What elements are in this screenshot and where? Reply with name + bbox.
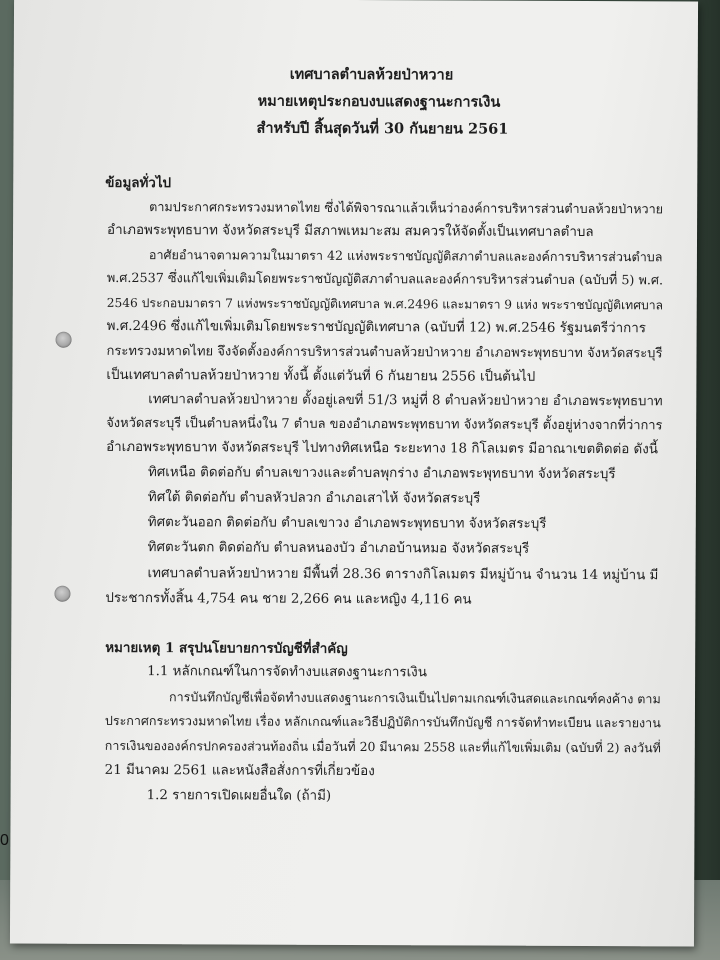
general-line: ประชากรทั้งสิ้น 4,754 คน ชาย 2,266 คน และหญิง 4,116 คน <box>105 590 472 608</box>
general-line: อำเภอพระพุทธบาท จังหวัดสระบุรี ไปทางทิศเหนือ ระยะทาง 18 กิโลเมตร มีอาณาเขตติดต่อ ดังนี้ <box>106 439 658 458</box>
general-line: เทศบาลตำบลห้วยป่าหวาย ตั้งอยู่เลขที่ 51/3 หมู่ที่ 8 ตำบลห้วยป่าหวาย อำเภอพระพุทธบาท <box>148 392 663 410</box>
punch-hole-top <box>56 332 72 348</box>
note1-line: ประกาศกระทรวงมหาดไทย เรื่อง หลักเกณฑ์และวิธีปฏิบัติการบันทึกบัญชี การจัดทำทะเบียน และรายงาน <box>104 712 661 731</box>
general-line: อาศัยอำนาจตามความในมาตรา 42 แห่งพระราชบัญญัติสภาตำบลและองค์การบริหารส่วนตำบล <box>148 247 663 265</box>
general-line: จังหวัดสระบุรี เป็นตำบลหนึ่งใน 7 ตำบล ของอำเภอพระพุทธบาท จังหวัดสระบุรี ตั้งอยู่ห่างจากที่ว่าการ <box>106 415 663 434</box>
doc-title-period: สำหรับปี สิ้นสุดวันที่ 30 กันยายน 2561 <box>256 119 509 138</box>
note1-subheading-2: 1.2 รายการเปิดเผยอื่นใด (ถ้ามี) <box>146 788 332 804</box>
general-line: พ.ศ.2496 ซึ่งแก้ไขเพิ่มเติมโดยพระราชบัญญัติเทศบาล (ฉบับที่ 12) พ.ศ.2546 รัฐมนตรีว่าการ <box>106 318 647 337</box>
edge-page-number: 0 <box>0 832 9 849</box>
boundary-line: ทิศใต้ ติดต่อกับ ตำบลหัวปลวก อำเภอเสาไห้ จังหวัดสระบุรี <box>147 490 481 507</box>
general-line: อำเภอพระพุทธบาท จังหวัดสระบุรี มีสภาพเหมาะสม สมควรให้จัดตั้งเป็นเทศบาลตำบล <box>107 222 594 241</box>
document-page <box>10 0 698 946</box>
general-heading: ข้อมูลทั่วไป <box>105 174 172 192</box>
boundary-line: ทิศตะวันตก ติดต่อกับ ตำบลหนองบัว อำเภอบ้านหมอ จังหวัดสระบุรี <box>147 540 530 557</box>
note1-line: การเงินขององค์กรปกครองส่วนท้องถิ่น เมื่อวันที่ 20 มีนาคม 2558 และที่แก้ไขเพิ่มเติม (ฉบับที่ 2) ลงวันที่ <box>104 737 661 756</box>
boundary-line: ทิศเหนือ ติดต่อกับ ตำบลเขาวงและตำบลพุกร่าง อำเภอพระพุทธบาท จังหวัดสระบุรี <box>147 465 616 483</box>
general-line: กระทรวงมหาดไทย จึงจัดตั้งองค์การบริหารส่วนตำบลห้วยป่าหวาย อำเภอพระพุทธบาท จังหวัดสระบุรี <box>106 343 663 362</box>
punch-hole-bottom <box>54 586 70 602</box>
boundary-line: ทิศตะวันออก ติดต่อกับ ตำบลเขาวง อำเภอพระพุทธบาท จังหวัดสระบุรี <box>147 515 547 532</box>
general-line: ตามประกาศกระทรวงมหาดไทย ซึ่งได้พิจารณาแล้วเห็นว่าองค์การบริหารส่วนตำบลห้วยป่าหวาย <box>149 199 664 217</box>
general-line: 2546 ประกอบมาตรา 7 แห่งพระราชบัญญัติเทศบาล พ.ศ.2496 และมาตรา 9 แห่ง พระราชบัญญัติเทศบาล <box>106 295 664 313</box>
note1-subheading-1: 1.1 หลักเกณฑ์ในการจัดทำงบแสดงฐานะการเงิน <box>147 664 427 681</box>
general-line: เทศบาลตำบลห้วยป่าหวาย มีพื้นที่ 28.36 ตารางกิโลเมตร มีหมู่บ้าน จำนวน 14 หมู่บ้าน มี <box>147 566 659 584</box>
note1-line: 21 มีนาคม 2561 และหนังสือสั่งการที่เกี่ยวข้อง <box>104 762 375 780</box>
note1-heading: หมายเหตุ 1 สรุปนโยบายการบัญชีที่สำคัญ <box>105 639 348 657</box>
general-line: พ.ศ.2537 ซึ่งแก้ไขเพิ่มเติมโดยพระราชบัญญัติสภาตำบลและองค์การบริหารส่วนตำบล (ฉบับที่ 5) พ.ศ. <box>106 270 664 289</box>
general-line: เป็นเทศบาลตำบลห้วยป่าหวาย ทั้งนี้ ตั้งแต่วันที่ 6 กันยายน 2556 เป็นต้นไป <box>106 367 536 385</box>
doc-title-subtitle: หมายเหตุประกอบงบแสดงฐานะการเงิน <box>257 92 501 111</box>
note1-line: การบันทึกบัญชีเพื่อจัดทำงบแสดงฐานะการเงินเป็นไปตามเกณฑ์เงินสดและเกณฑ์คงค้าง ตาม <box>168 689 661 707</box>
doc-title-org: เทศบาลตำบลห้วยป่าหวาย <box>289 65 454 84</box>
